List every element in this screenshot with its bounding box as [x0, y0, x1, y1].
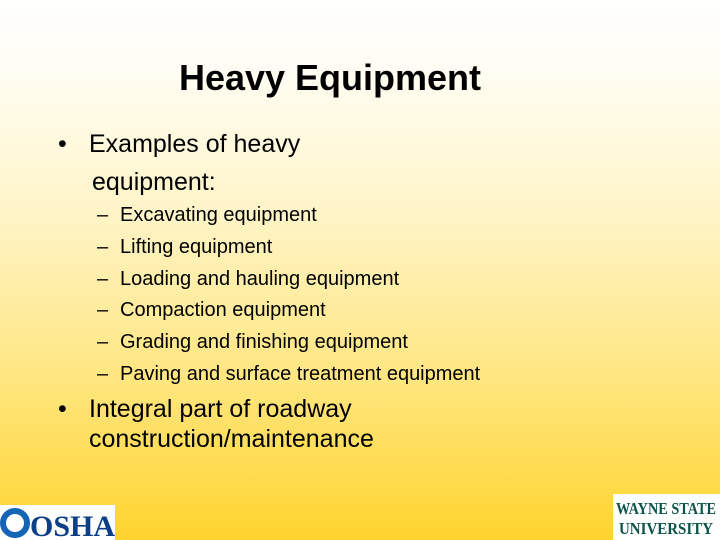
sub-bullet-text: Grading and finishing equipment — [120, 331, 408, 353]
wsu-logo — [613, 494, 720, 540]
osha-ring-center — [10, 518, 20, 528]
sub-bullet-marker: – — [97, 268, 109, 290]
wsu-logo-line2: UNIVERSITY — [619, 519, 713, 538]
sub-bullet-marker: – — [97, 236, 109, 258]
osha-logo-text: OSHA — [30, 510, 115, 540]
sub-bullet-marker: – — [97, 331, 109, 353]
sub-bullet-lifting — [97, 234, 272, 260]
sub-bullet-text: Compaction equipment — [120, 299, 326, 321]
bullet-marker: • — [58, 130, 67, 158]
sub-bullet-text: Paving and surface treatment equipment — [120, 363, 481, 385]
bullet-text-line: construction/maintenance — [89, 425, 374, 453]
slide-title: Heavy Equipment — [178, 57, 482, 98]
sub-bullet-marker: – — [97, 299, 109, 321]
osha-logo — [0, 505, 115, 540]
sub-bullet-excavating — [97, 202, 317, 228]
sub-bullet-text: Excavating equipment — [120, 204, 317, 226]
sub-bullet-marker: – — [97, 363, 109, 385]
sub-bullet-loading-hauling — [97, 266, 399, 292]
sub-bullet-text: Loading and hauling equipment — [120, 268, 400, 290]
bullet-text-line: Integral part of roadway — [89, 395, 352, 423]
sub-bullet-marker: – — [97, 204, 109, 226]
sub-bullet-grading-finishing — [97, 329, 408, 355]
sub-bullet-paving — [97, 361, 480, 387]
bullet-text-line: equipment: — [92, 168, 216, 196]
bullet-marker: • — [58, 395, 67, 423]
bullet-text-line: Examples of heavy — [89, 130, 301, 158]
sub-bullet-text: Lifting equipment — [120, 236, 273, 258]
wsu-logo-line1: WAYNE STATE — [616, 499, 716, 518]
sub-bullet-compaction — [97, 297, 326, 323]
